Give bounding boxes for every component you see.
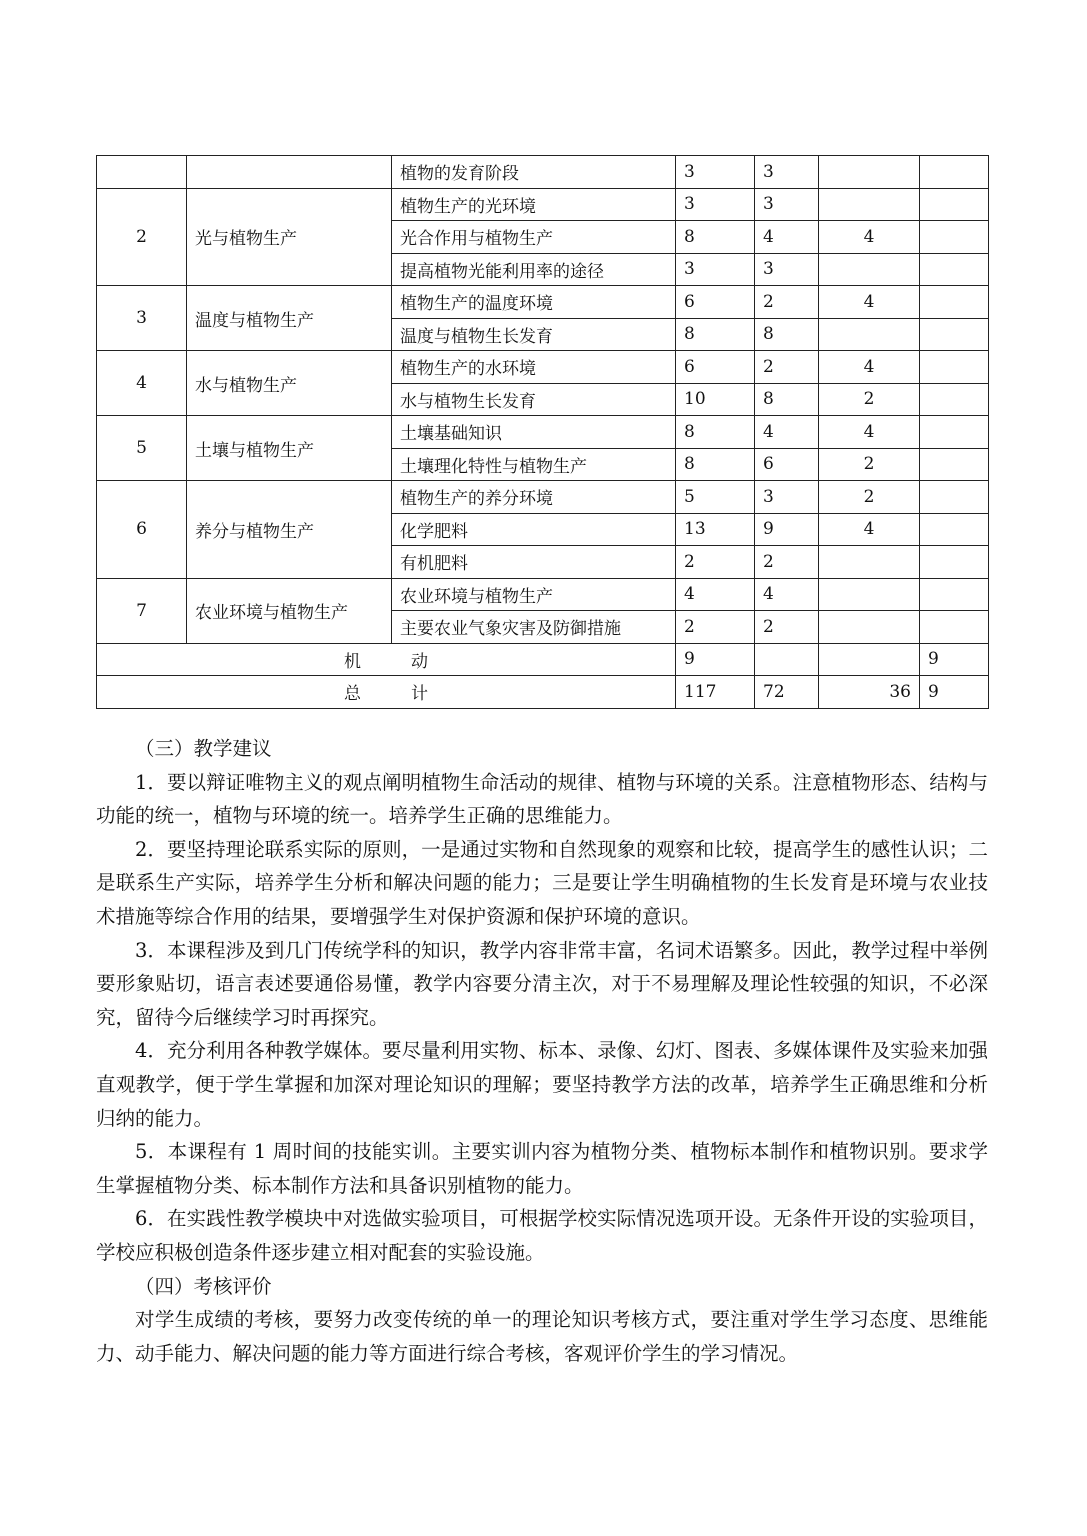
theory-hours-cell: 2	[755, 351, 819, 384]
paragraph: 5．本课程有 1 周时间的技能实训。主要实训内容为植物分类、植物标本制作和植物识别。要求学生掌握植物分类、标本制作方法和具备识别植物的能力。	[96, 1140, 988, 1197]
content-cell: 水与植物生长发育	[392, 383, 676, 416]
total-label-char-2: 计	[411, 684, 428, 705]
content-cell: 光合作用与植物生产	[392, 221, 676, 254]
paragraph: 1．要以辩证唯物主义的观点阐明植物生命活动的规律、植物与环境的关系。注意植物形态、结构与功能的统一，植物与环境的统一。培养学生正确的思维能力。	[96, 770, 988, 828]
theory-hours-cell: 3	[755, 188, 819, 221]
module-name-cell: 水与植物生产	[187, 351, 392, 416]
total-hours-cell: 4	[676, 578, 755, 611]
paragraph: 3．本课程涉及到几门传统学科的知识，教学内容非常丰富，名词术语繁多。因此，教学过程中举例要形象贴切，语言表述要通俗易懂，教学内容要分清主次，对于不易理解及理论性较强的知识，不必深究，留待今后继续学习时再探究。	[96, 938, 988, 1029]
module-number-cell: 6	[97, 481, 187, 579]
theory-hours-cell: 2	[755, 286, 819, 319]
flex-hours-cell	[920, 188, 989, 221]
flex-hours-cell	[920, 221, 989, 254]
content-cell: 温度与植物生长发育	[392, 318, 676, 351]
practice-hours-cell: 4	[819, 221, 920, 254]
total-hours-cell: 13	[676, 513, 755, 546]
flex-hours-cell	[920, 286, 989, 319]
course-hours-table	[96, 155, 989, 709]
flex-hours-cell	[920, 578, 989, 611]
total-hours-cell: 8	[676, 221, 755, 254]
flex-hours-cell	[920, 546, 989, 579]
theory-hours-cell: 3	[755, 253, 819, 286]
module-number-cell: 3	[97, 286, 187, 351]
table-row	[97, 351, 989, 384]
total-hours-cell: 3	[676, 188, 755, 221]
content-cell: 提高植物光能利用率的途径	[392, 253, 676, 286]
module-number-cell: 5	[97, 416, 187, 481]
flex-hours-cell	[920, 318, 989, 351]
module-name-cell: 光与植物生产	[187, 188, 392, 286]
total-hours-cell: 10	[676, 383, 755, 416]
flex-hours-cell	[920, 351, 989, 384]
practice-hours-cell: 2	[819, 448, 920, 481]
flex-hours-cell	[920, 416, 989, 449]
practice-hours-cell: 4	[819, 416, 920, 449]
module-name-cell: 温度与植物生产	[187, 286, 392, 351]
flex-hours-cell: 9	[920, 676, 989, 709]
total-hours-cell: 3	[676, 156, 755, 189]
total-hours-cell: 6	[676, 351, 755, 384]
theory-hours-cell: 9	[755, 513, 819, 546]
flex-hours-cell	[920, 611, 989, 644]
table-row	[97, 286, 989, 319]
theory-hours-cell: 4	[755, 221, 819, 254]
practice-hours-cell	[819, 643, 920, 676]
module-number-cell: 2	[97, 188, 187, 286]
total-hours-cell: 9	[676, 643, 755, 676]
content-cell: 有机肥料	[392, 546, 676, 579]
practice-hours-cell	[819, 611, 920, 644]
flex-hours-cell	[920, 481, 989, 514]
module-number-cell: 4	[97, 351, 187, 416]
total-hours-cell: 117	[676, 676, 755, 709]
flex-label-char-2: 动	[411, 651, 428, 672]
paragraph: 对学生成绩的考核，要努力改变传统的单一的理论知识考核方式，要注重对学生学习态度、思维能力、动手能力、解决问题的能力等方面进行综合考核，客观评价学生的学习情况。	[96, 1308, 988, 1365]
practice-hours-cell: 4	[819, 513, 920, 546]
table-row	[97, 416, 989, 449]
paragraph: 6．在实践性教学模块中对选做实验项目，可根据学校实际情况选项开设。无条件开设的实验项目，学校应积极创造条件逐步建立相对配套的实验设施。	[96, 1207, 988, 1264]
theory-hours-cell: 3	[755, 481, 819, 514]
theory-hours-cell: 2	[755, 611, 819, 644]
section-heading-teaching-suggestions: （三）教学建议	[135, 737, 272, 760]
total-hours-cell: 5	[676, 481, 755, 514]
theory-hours-cell	[755, 643, 819, 676]
paragraph: 4．充分利用各种教学媒体。要尽量利用实物、标本、录像、幻灯、图表、多媒体课件及实验来加强直观教学，便于学生掌握和加深对理论知识的理解；要坚持教学方法的改革，培养学生正确思维和分析归纳的能力。	[96, 1039, 988, 1130]
total-hours-cell: 3	[676, 253, 755, 286]
document-body	[96, 732, 988, 1370]
flex-hours-cell	[920, 448, 989, 481]
content-cell: 农业环境与植物生产	[392, 578, 676, 611]
flex-hours-cell: 9	[920, 643, 989, 676]
practice-hours-cell	[819, 578, 920, 611]
total-hours-cell: 8	[676, 318, 755, 351]
theory-hours-cell: 8	[755, 318, 819, 351]
practice-hours-cell	[819, 253, 920, 286]
practice-hours-cell: 2	[819, 383, 920, 416]
total-row-label	[97, 676, 676, 709]
content-cell: 植物的发育阶段	[392, 156, 676, 189]
content-cell: 植物生产的水环境	[392, 351, 676, 384]
table-row	[97, 156, 989, 189]
theory-hours-cell: 4	[755, 578, 819, 611]
practice-hours-cell: 36	[819, 676, 920, 709]
flex-row-label	[97, 643, 676, 676]
total-hours-cell: 6	[676, 286, 755, 319]
flex-hours-cell	[920, 383, 989, 416]
paragraph: 2．要坚持理论联系实际的原则，一是通过实物和自然现象的观察和比较，提高学生的感性认识；二是联系生产实际，培养学生分析和解决问题的能力；三是要让学生明确植物的生长发育是环境与农业技术措施等综合作用的结果，要增强学生对保护资源和保护环境的意识。	[96, 837, 988, 928]
flex-hours-row	[97, 643, 989, 676]
module-name-cell: 农业环境与植物生产	[187, 578, 392, 643]
content-cell: 植物生产的养分环境	[392, 481, 676, 514]
theory-hours-cell: 72	[755, 676, 819, 709]
total-hours-cell: 2	[676, 611, 755, 644]
content-cell: 植物生产的温度环境	[392, 286, 676, 319]
table-row	[97, 481, 989, 514]
practice-hours-cell	[819, 318, 920, 351]
section-heading-assessment: （四）考核评价	[135, 1274, 272, 1298]
table-row	[97, 188, 989, 221]
theory-hours-cell: 3	[755, 156, 819, 189]
practice-hours-cell	[819, 156, 920, 189]
practice-hours-cell	[819, 188, 920, 221]
total-label-char-1: 总	[344, 684, 361, 705]
module-name-cell	[187, 156, 392, 189]
practice-hours-cell: 2	[819, 481, 920, 514]
module-name-cell: 养分与植物生产	[187, 481, 392, 579]
practice-hours-cell: 4	[819, 351, 920, 384]
content-cell: 化学肥料	[392, 513, 676, 546]
module-number-cell: 7	[97, 578, 187, 643]
module-name-cell: 土壤与植物生产	[187, 416, 392, 481]
practice-hours-cell: 4	[819, 286, 920, 319]
content-cell: 土壤理化特性与植物生产	[392, 448, 676, 481]
grand-total-row	[97, 676, 989, 709]
theory-hours-cell: 8	[755, 383, 819, 416]
module-number-cell	[97, 156, 187, 189]
flex-hours-cell	[920, 253, 989, 286]
flex-label-char-1: 机	[344, 651, 361, 672]
content-cell: 植物生产的光环境	[392, 188, 676, 221]
total-hours-cell: 8	[676, 448, 755, 481]
total-hours-cell: 8	[676, 416, 755, 449]
content-cell: 土壤基础知识	[392, 416, 676, 449]
content-cell: 主要农业气象灾害及防御措施	[392, 611, 676, 644]
theory-hours-cell: 4	[755, 416, 819, 449]
table-row	[97, 578, 989, 611]
theory-hours-cell: 2	[755, 546, 819, 579]
flex-hours-cell	[920, 156, 989, 189]
practice-hours-cell	[819, 546, 920, 579]
flex-hours-cell	[920, 513, 989, 546]
theory-hours-cell: 6	[755, 448, 819, 481]
total-hours-cell: 2	[676, 546, 755, 579]
